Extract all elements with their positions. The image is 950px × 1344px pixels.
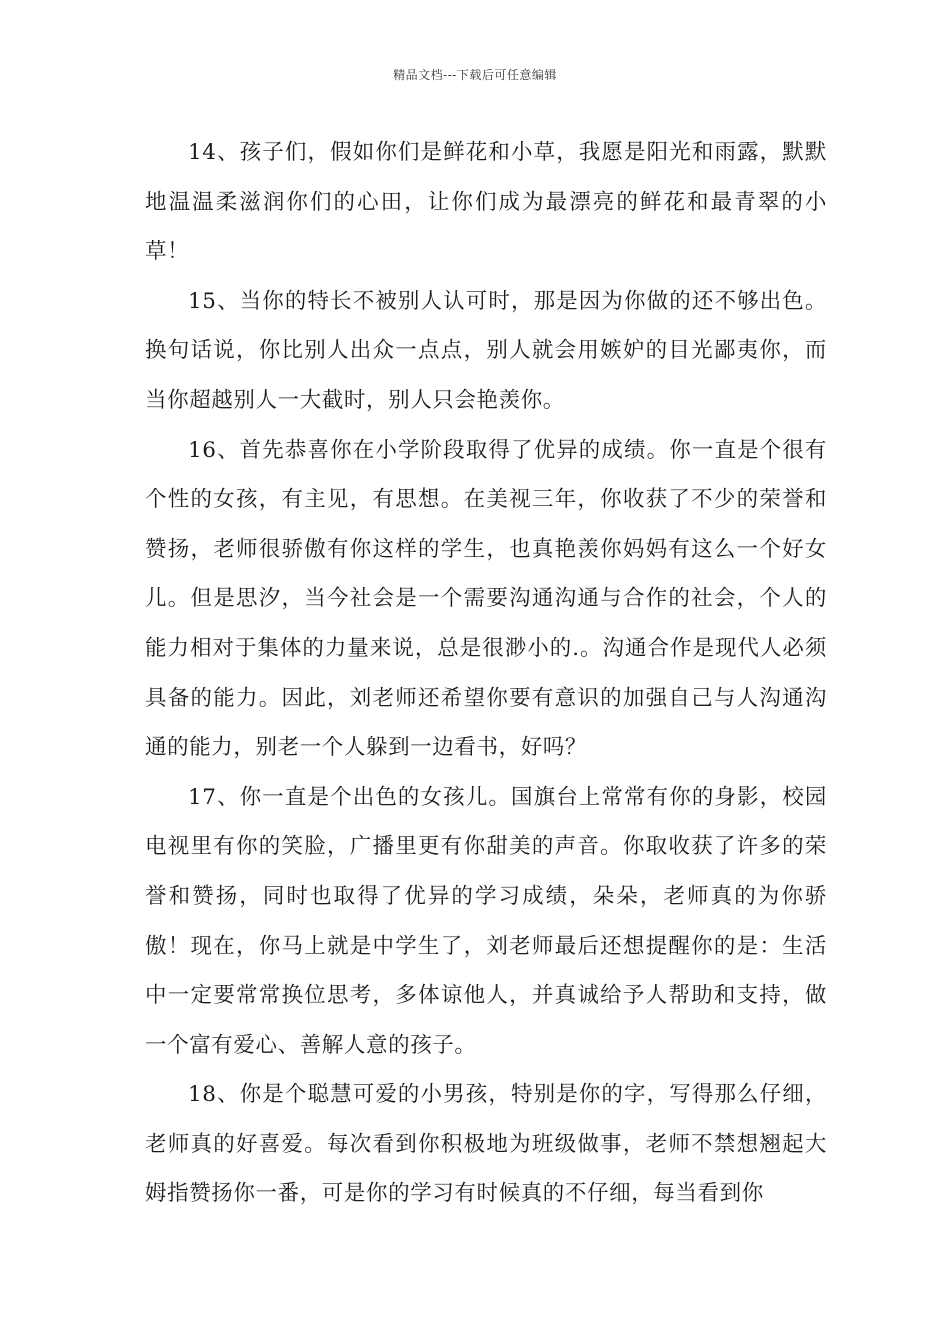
paragraph-17: 17、你一直是个出色的女孩儿。国旗台上常常有你的身影，校园电视里有你的笑脸，广播里更有你甜美的声音。你取收获了许多的荣誉和赞扬，同时也取得了优异的学习成绩，朵朵，老师真的为你骄傲！现在，你马上就是中学生了，刘老师最后还想提醒你的是：生活中一定要常常换位思考，多体谅他人，并真诚给予人帮助和支持，做一个富有爱心、善解人意的孩子。 bbox=[145, 784, 827, 1058]
page-header: 精品文档---下载后可任意编辑 bbox=[393, 68, 557, 82]
paragraph-15: 15、当你的特长不被别人认可时，那是因为你做的还不够出色。换句话说，你比别人出众一点点，别人就会用嫉妒的目光鄙夷你，而当你超越别人一大截时，别人只会艳羡你。 bbox=[145, 288, 827, 413]
paragraph-16: 16、首先恭喜你在小学阶段取得了优异的成绩。你一直是个很有个性的女孩，有主见，有思想。在美视三年，你收获了不少的荣誉和赞扬，老师很骄傲有你这样的学生，也真艳羡你妈妈有这么一个好女儿。但是思汐，当今社会是一个需要沟通沟通与合作的社会，个人的能力相对于集体的力量来说，总是很渺小的.。沟通合作是现代人必须具备的能力。因此，刘老师还希望你要有意识的加强自己与人沟通沟通的能力，别老一个人躲到一边看书，好吗？ bbox=[145, 437, 827, 761]
paragraph-18: 18、你是个聪慧可爱的小男孩，特别是你的字，写得那么仔细，老师真的好喜爱。每次看到你积极地为班级做事，老师不禁想翘起大姆指赞扬你一番，可是你的学习有时候真的不仔细，每当看到你 bbox=[145, 1082, 827, 1207]
document-body bbox=[145, 128, 827, 1219]
paragraph-14: 14、孩子们，假如你们是鲜花和小草，我愿是阳光和雨露，默默地温温柔滋润你们的心田，让你们成为最漂亮的鲜花和最青翠的小草！ bbox=[145, 140, 827, 265]
